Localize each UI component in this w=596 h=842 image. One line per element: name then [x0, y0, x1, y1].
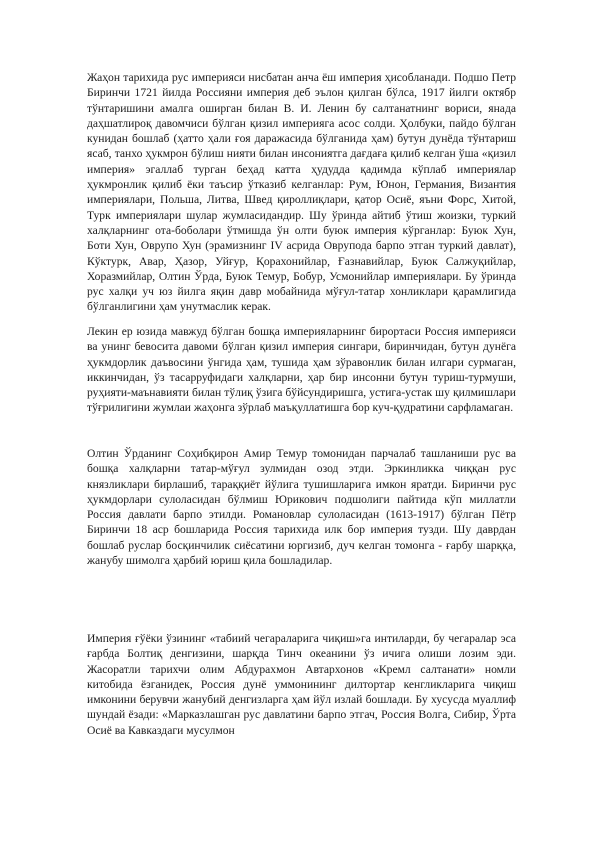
paragraph-3: [87, 446, 516, 568]
paragraph-4: [87, 631, 516, 738]
paragraph-1: [87, 70, 516, 315]
paragraph-text: Империя ғўёки ўзининг «табиий чегараларига чиқиш»га интиларди, бу чегаралар эса ғарбда Болтиқ денгизини, шарқда Тинч океанини ўз ичига олиши лозим эди. Жасоратли тарихчи олим Абдурахмон Автархонов «Кремл салтанати» номли китобида ёзганидек, Россия дунё уммонининг дилтортар кенгликларига чиқиш имконини берувчи жанубий денгизларга ҳам йўл излай бошлади. Бу хусусда муаллиф шундай ёзади: «Марказлашган рус давлатини барпо этгач, Россия Волга, Сибир, Ўрта Осиё ва Кавказдаги мусулмон: [87, 632, 516, 737]
paragraph-text: Жаҳон тарихида рус империяси нисбатан анча ёш империя ҳисобланади. Подшо Петр Биринчи 1721 йилда Россияни империя деб эълон қилган бўлса, 1917 йилги октябр тўнтаришини амалга оширган билан В. И. Ленин бу салтанатнинг вориси, янада даҳшатлироқ давомчиси бўлган қизил империяга асос солди. Ҳолбуки, пайдо бўлган кунидан бошлаб (ҳатто ҳали ғоя даражасида бўлганида ҳам) бутун дунёда тўнтариш ясаб, танхо ҳукмрон бўлиш нияти билан инсониятга дағдаға қилиб келган ўша «қизил империя» эгаллаб турган беҳад катта ҳудудда қадимда кўплаб империялар ҳукмронлик қилиб ёки таъсир ўтказиб келганлар: Рум, Юнон, Германия, Византия империялари, Польша, Литва, Швед қироллиқлари, қатор Осиё, яъни Форс, Хитой, Турк империялари шулар жумласидандир. Шу ўринда айтиб ўтиш жоизки, туркий халқларнинг ота-боболари ўтмишда ўн олти буюк империя кўрганлар: Буюк Хун, Боти Хун, Оврупо Хун (эрамизнинг IV асрида Оврупода барпо этган туркий давлат), Кўктурк, Авар, Ҳазор, Уйғур, Қорахонийлар, Ғазнавийлар, Буюк Салжуқийлар, Хоразмийлар, Олтин Ўрда, Буюк Темур, Бобур, Усмонийлар империялари. Бу ўринда рус халқи уч юз йилга яқин давр мобайнида мўғул-татар хонликлари қарамлигида бўлганлигини ҳам унутмаслик керак.: [87, 71, 516, 314]
paragraph-text: Лекин ер юзида мавжуд бўлган бошқа империяларнинг бирортаси Россия империяси ва унинг бевосита давоми бўлган қизил империя сингари, биринчидан, бутун дунёга ҳукмдорлик даъвосини ўнгида ҳам, тушида ҳам зўравонлик билан илгари сурмаган, иккинчидан, ўз тасарруфидаги халқларни, ҳар бир инсонни бутун туриш-турмуши, руҳияти-маънавияти билан тўлиқ ўзига бўйсундиришга, устига-устак шу қилмишлари тўғрилигини жумлаи жаҳонга зўрлаб маъқуллатишга бор куч-қудратини сарфламаган.: [87, 325, 516, 415]
paragraph-text: Олтин Ўрданинг Соҳибқирон Амир Темур томонидан парчалаб ташланиши рус ва бошқа халқларни татар-мўғул зулмидан озод этди. Эркинликка чиққан рус князликлари бирлашиб, тараққиёт йўлига тушишларига имкон яратди. Биринчи рус ҳукмдорлари сулоласидан бўлмиш Юрикович подшолиги пайтида кўп миллатли Россия давлати барпо этилди. Романовлар сулоласидан (1613-1917) бўлган Пётр Биринчи 18 аср бошларида Россия тарихида илк бор империя тузди. Шу даврдан бошлаб руслар босқинчилик сиёсатини юргизиб, дуч келган томонга - ғарбу шарққа, жанубу шимолга ҳарбий юриш қила бошладилар.: [87, 447, 516, 568]
paragraph-2: [87, 324, 516, 416]
